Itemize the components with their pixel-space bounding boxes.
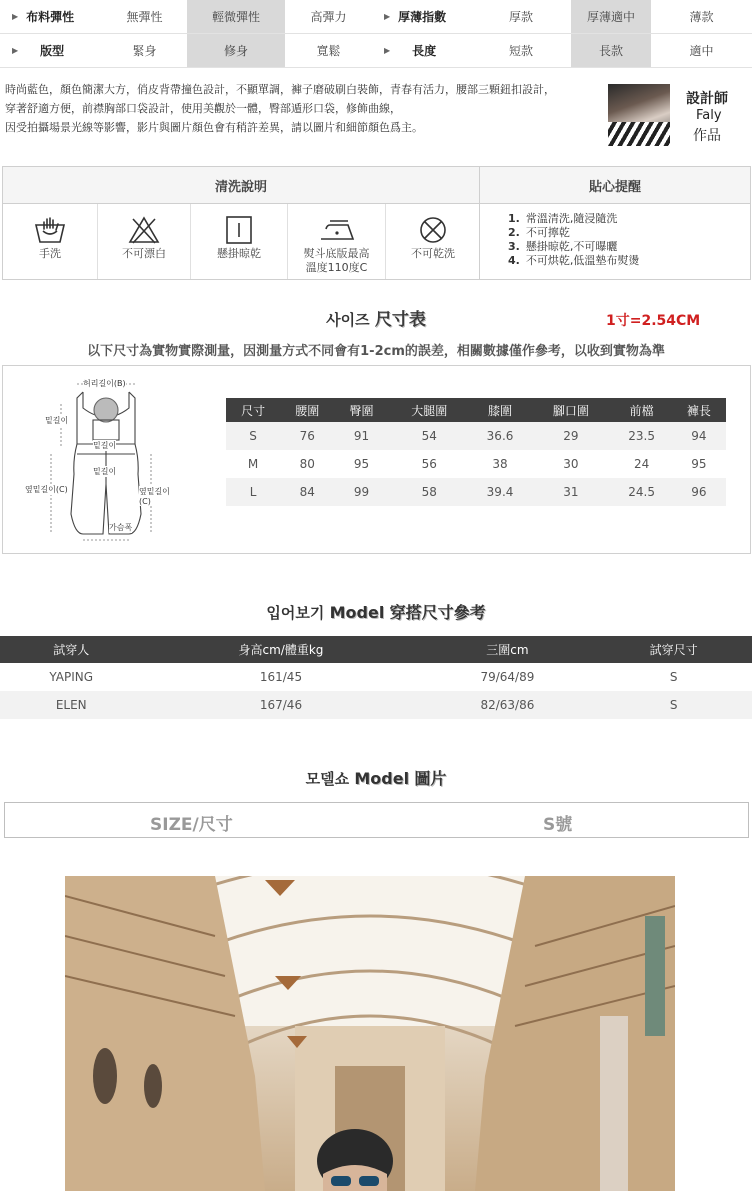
tip-item: 1. 常溫清洗,隨浸隨洗 (508, 212, 618, 225)
table-row: M 80 95 56 38 30 24 95 (247, 457, 707, 471)
diagram-label-left: 밑길이 (45, 416, 69, 425)
option-medium-length: 適中 (651, 34, 752, 68)
tips-title: 貼心提醒 (480, 167, 750, 204)
description-line: 時尚藍色，顏色簡潔大方，俏皮背帶撞色設計，不顯單調，褲子磨破刷白裝飾，青春有活力，腰部三顆鈕扣設計， (5, 83, 555, 96)
col-hip: 臀圍 (334, 398, 388, 422)
col-knee: 膝圍 (470, 398, 530, 422)
thickness-label: ▶ 厚薄指數 (372, 0, 471, 34)
model-picture-title: 모델쇼 Model 圖片 (305, 769, 447, 788)
care-item-no-bleach (98, 204, 191, 279)
garment-diagram (25, 374, 181, 546)
option-long-selected: 長款 (571, 34, 651, 68)
designer-work: 作品 (693, 128, 721, 144)
option-thin: 薄款 (651, 0, 752, 34)
description-line: 因受拍攝場景光線等影響，影片與圖片顏色會有稍許差異，請以圖片和細節顏色爲主。 (5, 121, 423, 134)
size-table-header (226, 398, 726, 422)
fit-label: ▶ 版型 (0, 34, 102, 68)
care-label: 不可乾洗 (411, 247, 455, 260)
care-tips-list (480, 204, 750, 279)
care-icons (3, 204, 480, 279)
fabric-elasticity-label: ▶ 布料彈性 (0, 0, 102, 34)
size-chart-box (2, 365, 751, 554)
overalls-sketch-icon (31, 374, 181, 546)
care-label: 懸掛晾乾 (217, 247, 261, 260)
size-chart-title: 사이즈 尺寸表 (326, 310, 426, 330)
col-hem: 腳口圍 (530, 398, 611, 422)
size-measurement-note: 以下尺寸為實物實際測量，因測量方式不同會有1-2cm的誤差，相關數據僅作參考，以收到實物為準 (87, 344, 665, 359)
care-item-iron (288, 204, 386, 279)
option-tight: 緊身 (102, 34, 187, 68)
attribute-row-2 (0, 34, 752, 68)
care-label: 手洗 (39, 247, 61, 260)
table-row: L 84 99 58 39.4 31 24.5 96 (226, 478, 726, 506)
diagram-label-top: 허리길이(B) (83, 379, 126, 388)
model-photo (65, 876, 675, 1191)
col-front-rise: 前檔 (611, 398, 671, 422)
care-instructions (2, 166, 751, 280)
arcade-photo-illustration (65, 876, 675, 1191)
table-row: S 76 91 54 36.6 29 23.5 94 (226, 422, 726, 450)
option-loose: 寬鬆 (285, 34, 372, 68)
care-label: 熨斗底版最高 溫度110度C (303, 247, 370, 274)
no-bleach-icon (127, 215, 161, 245)
diagram-label-side-left: 옆밑길이(C) (25, 485, 68, 494)
product-attributes (0, 0, 752, 68)
iron-icon (318, 215, 356, 245)
col-model: 試穿人 (0, 636, 142, 663)
size-table (226, 398, 726, 506)
care-item-hang-dry (191, 204, 288, 279)
inch-conversion-note: 1寸=2.54CM (606, 313, 701, 329)
tip-item: 2. 不可擰乾 (508, 226, 570, 239)
option-short: 短款 (471, 34, 571, 68)
option-thick: 厚款 (471, 0, 571, 34)
no-dry-clean-icon (416, 215, 450, 245)
col-size: 尺寸 (226, 398, 280, 422)
hand-wash-icon (33, 215, 67, 245)
designer-title: 設計師 (686, 91, 728, 107)
col-height-weight: 身高cm/體重kg (142, 636, 419, 663)
size-label: SIZE/尺寸 (150, 815, 233, 835)
description-line: 穿著舒適方便，前襟胸部口袋設計，使用美觀於一體，臀部遁形口袋，修飾曲線， (5, 102, 401, 115)
option-slim-selected: 修身 (187, 34, 285, 68)
col-measurements: 三圍cm (419, 636, 595, 663)
col-tried-size: 試穿尺寸 (595, 636, 752, 663)
size-value: S號 (543, 815, 573, 835)
option-no-stretch: 無彈性 (102, 0, 187, 34)
product-description (5, 80, 605, 137)
triangle-icon: ▶ (384, 46, 391, 55)
model-reference-title: 입어보기 Model 穿搭尺寸參考 (266, 603, 486, 622)
tip-item: 4. 不可烘乾,低溫墊布熨燙 (508, 254, 640, 267)
diagram-label-center-2: 밑길이 (93, 467, 117, 476)
triangle-icon: ▶ (12, 46, 19, 55)
col-thigh: 大腿圍 (389, 398, 470, 422)
care-item-no-dry-clean (386, 204, 480, 279)
designer-photo (608, 84, 670, 146)
diagram-label-side-right: 옆밑길이(C) (139, 486, 181, 506)
attribute-row-1 (0, 0, 752, 34)
triangle-icon: ▶ (384, 12, 391, 21)
option-high-stretch: 高彈力 (285, 0, 372, 34)
diagram-label-bottom: 가슴폭 (109, 523, 133, 532)
size-indicator-bar (4, 802, 749, 838)
table-row: ELEN 167/46 82/63/86 S (0, 691, 752, 719)
model-table-header (0, 636, 752, 663)
diagram-label-center: 밑길이 (93, 441, 117, 450)
length-label: ▶ 長度 (372, 34, 471, 68)
designer-name: Faly (696, 108, 722, 123)
model-reference-table (0, 636, 752, 719)
care-item-hand-wash (3, 204, 98, 279)
col-waist: 腰圍 (280, 398, 334, 422)
designer-badge (608, 84, 748, 146)
tip-item: 3. 懸掛晾乾,不可曝曬 (508, 240, 618, 253)
triangle-icon: ▶ (12, 12, 19, 21)
table-row: YAPING 161/45 79/64/89 S (49, 670, 678, 684)
col-length: 褲長 (672, 398, 726, 422)
option-slight-stretch-selected: 輕微彈性 (187, 0, 285, 34)
hang-dry-icon (222, 215, 256, 245)
wash-instructions-title: 清洗說明 (3, 167, 480, 204)
care-label: 不可漂白 (122, 247, 166, 260)
option-medium-thickness-selected: 厚薄適中 (571, 0, 651, 34)
